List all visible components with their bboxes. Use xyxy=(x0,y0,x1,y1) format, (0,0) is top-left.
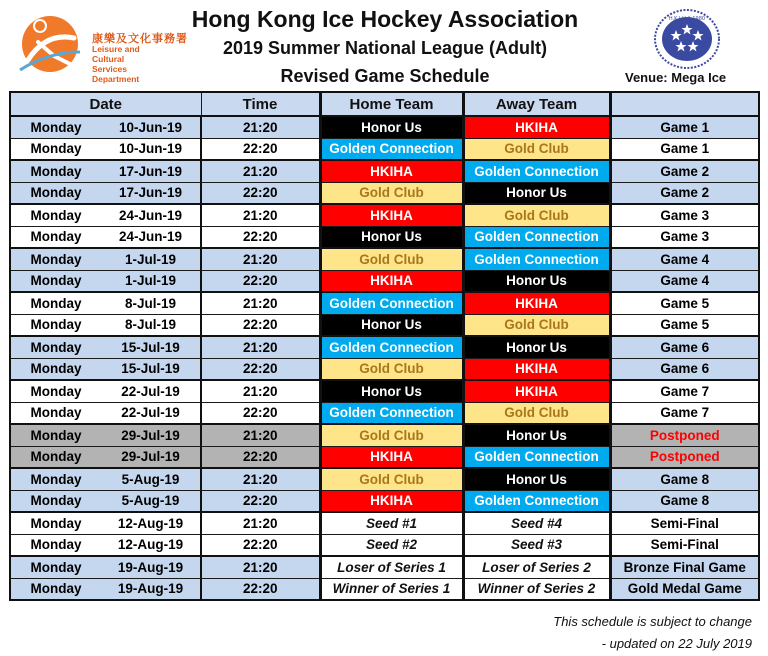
away-team-cell: Honor Us xyxy=(463,424,610,446)
day-cell: Monday xyxy=(10,512,101,534)
away-team-cell: Gold Club xyxy=(463,204,610,226)
home-team-cell: HKIHA xyxy=(320,204,463,226)
day-cell: Monday xyxy=(10,578,101,600)
table-row xyxy=(10,270,759,292)
game-cell: Game 1 xyxy=(610,116,759,138)
date-cell: 17-Jun-19 xyxy=(101,160,201,182)
date-cell: 5-Aug-19 xyxy=(101,468,201,490)
away-team-cell: HKIHA xyxy=(463,292,610,314)
home-team-cell: Golden Connection xyxy=(320,138,463,160)
update-note: - updated on 22 July 2019 xyxy=(601,636,752,651)
table-row xyxy=(10,160,759,182)
date-cell: 24-Jun-19 xyxy=(101,226,201,248)
away-team-cell: Seed #3 xyxy=(463,534,610,556)
time-cell: 21:20 xyxy=(201,512,320,534)
day-cell: Monday xyxy=(10,336,101,358)
time-cell: 22:20 xyxy=(201,138,320,160)
home-team-cell: Golden Connection xyxy=(320,292,463,314)
home-team-cell: Honor Us xyxy=(320,380,463,402)
time-cell: 22:20 xyxy=(201,446,320,468)
table-row xyxy=(10,248,759,270)
time-cell: 21:20 xyxy=(201,116,320,138)
home-team-cell: Gold Club xyxy=(320,182,463,204)
table-row xyxy=(10,292,759,314)
table-row xyxy=(10,402,759,424)
home-team-cell: Gold Club xyxy=(320,468,463,490)
away-team-cell: HKIHA xyxy=(463,380,610,402)
table-row xyxy=(10,534,759,556)
home-team-cell: HKIHA xyxy=(320,490,463,512)
column-header-date: Date xyxy=(10,92,201,116)
away-team-cell: HKIHA xyxy=(463,116,610,138)
lcsd-emblem-icon xyxy=(18,12,82,76)
lcsd-chinese-name: 康樂及文化事務署 xyxy=(92,33,188,45)
table-row xyxy=(10,226,759,248)
date-cell: 10-Jun-19 xyxy=(101,138,201,160)
game-cell: Game 7 xyxy=(610,380,759,402)
game-cell: Game 1 xyxy=(610,138,759,160)
date-cell: 5-Aug-19 xyxy=(101,490,201,512)
table-row xyxy=(10,314,759,336)
date-cell: 1-Jul-19 xyxy=(101,248,201,270)
table-row xyxy=(10,556,759,578)
home-team-cell: Seed #2 xyxy=(320,534,463,556)
schedule-body xyxy=(10,116,759,600)
column-header-away-team: Away Team xyxy=(463,92,610,116)
game-cell: Semi-Final xyxy=(610,512,759,534)
day-cell: Monday xyxy=(10,556,101,578)
table-row xyxy=(10,182,759,204)
away-team-cell: Loser of Series 2 xyxy=(463,556,610,578)
game-cell: Postponed xyxy=(610,446,759,468)
table-row xyxy=(10,490,759,512)
away-team-cell: Golden Connection xyxy=(463,248,610,270)
time-cell: 22:20 xyxy=(201,402,320,424)
time-cell: 21:20 xyxy=(201,292,320,314)
day-cell: Monday xyxy=(10,446,101,468)
time-cell: 22:20 xyxy=(201,358,320,380)
game-cell: Game 8 xyxy=(610,490,759,512)
date-cell: 19-Aug-19 xyxy=(101,578,201,600)
day-cell: Monday xyxy=(10,116,101,138)
day-cell: Monday xyxy=(10,534,101,556)
day-cell: Monday xyxy=(10,138,101,160)
game-cell: Postponed xyxy=(610,424,759,446)
table-row xyxy=(10,424,759,446)
schedule-title: Revised Game Schedule xyxy=(280,66,490,86)
table-row xyxy=(10,358,759,380)
away-team-cell: Honor Us xyxy=(463,182,610,204)
lcsd-english-name: Leisure and Cultural Services Department xyxy=(92,44,140,84)
column-header-home-team: Home Team xyxy=(320,92,463,116)
home-team-cell: Honor Us xyxy=(320,116,463,138)
away-team-cell: Gold Club xyxy=(463,138,610,160)
home-team-cell: Golden Connection xyxy=(320,336,463,358)
away-team-cell: Honor Us xyxy=(463,270,610,292)
league-subtitle: 2019 Summer National League (Adult) xyxy=(222,38,548,58)
day-cell: Monday xyxy=(10,424,101,446)
time-cell: 21:20 xyxy=(201,248,320,270)
table-row xyxy=(10,336,759,358)
time-cell: 22:20 xyxy=(201,314,320,336)
date-cell: 29-Jul-19 xyxy=(101,446,201,468)
away-team-cell: Gold Club xyxy=(463,314,610,336)
date-cell: 17-Jun-19 xyxy=(101,182,201,204)
day-cell: Monday xyxy=(10,204,101,226)
time-cell: 21:20 xyxy=(201,380,320,402)
away-team-cell: Honor Us xyxy=(463,336,610,358)
game-cell: Game 5 xyxy=(610,292,759,314)
home-team-cell: Gold Club xyxy=(320,248,463,270)
day-cell: Monday xyxy=(10,468,101,490)
time-cell: 21:20 xyxy=(201,556,320,578)
home-team-cell: HKIHA xyxy=(320,160,463,182)
game-cell: Gold Medal Game xyxy=(610,578,759,600)
venue-label: Venue: Mega Ice xyxy=(625,70,727,85)
date-cell: 12-Aug-19 xyxy=(101,534,201,556)
day-cell: Monday xyxy=(10,226,101,248)
away-team-cell: Honor Us xyxy=(463,468,610,490)
game-cell: Game 2 xyxy=(610,160,759,182)
away-team-cell: Golden Connection xyxy=(463,446,610,468)
table-row xyxy=(10,116,759,138)
day-cell: Monday xyxy=(10,292,101,314)
home-team-cell: Loser of Series 1 xyxy=(320,556,463,578)
game-cell: Semi-Final xyxy=(610,534,759,556)
time-cell: 22:20 xyxy=(201,270,320,292)
game-cell: Bronze Final Game xyxy=(610,556,759,578)
game-cell: Game 5 xyxy=(610,314,759,336)
time-cell: 21:20 xyxy=(201,336,320,358)
away-team-cell: Winner of Series 2 xyxy=(463,578,610,600)
date-cell: 29-Jul-19 xyxy=(101,424,201,446)
schedule-table xyxy=(9,91,760,601)
lcsd-logo xyxy=(12,8,188,84)
home-team-cell: HKIHA xyxy=(320,270,463,292)
day-cell: Monday xyxy=(10,270,101,292)
hkiha-seal-icon xyxy=(652,8,722,70)
game-cell: Game 4 xyxy=(610,270,759,292)
game-cell: Game 4 xyxy=(610,248,759,270)
day-cell: Monday xyxy=(10,402,101,424)
table-row xyxy=(10,512,759,534)
date-cell: 22-Jul-19 xyxy=(101,402,201,424)
day-cell: Monday xyxy=(10,490,101,512)
time-cell: 21:20 xyxy=(201,160,320,182)
day-cell: Monday xyxy=(10,358,101,380)
time-cell: 22:20 xyxy=(201,578,320,600)
away-team-cell: Gold Club xyxy=(463,402,610,424)
time-cell: 22:20 xyxy=(201,490,320,512)
game-cell: Game 2 xyxy=(610,182,759,204)
home-team-cell: HKIHA xyxy=(320,446,463,468)
game-cell: Game 6 xyxy=(610,358,759,380)
time-cell: 22:20 xyxy=(201,534,320,556)
time-cell: 22:20 xyxy=(201,182,320,204)
date-cell: 10-Jun-19 xyxy=(101,116,201,138)
table-row xyxy=(10,468,759,490)
schedule-note: This schedule is subject to change xyxy=(553,614,752,629)
seal-text: H.K.I.H.A 1980 xyxy=(668,16,706,22)
time-cell: 21:20 xyxy=(201,424,320,446)
date-cell: 8-Jul-19 xyxy=(101,314,201,336)
home-team-cell: Seed #1 xyxy=(320,512,463,534)
game-cell: Game 3 xyxy=(610,204,759,226)
away-team-cell: Golden Connection xyxy=(463,490,610,512)
day-cell: Monday xyxy=(10,248,101,270)
table-header-row xyxy=(10,92,759,116)
table-row xyxy=(10,204,759,226)
away-team-cell: Golden Connection xyxy=(463,160,610,182)
page-title: Hong Kong Ice Hockey Association xyxy=(191,6,579,32)
game-cell: Game 3 xyxy=(610,226,759,248)
date-cell: 1-Jul-19 xyxy=(101,270,201,292)
date-cell: 12-Aug-19 xyxy=(101,512,201,534)
table-row xyxy=(10,578,759,600)
home-team-cell: Winner of Series 1 xyxy=(320,578,463,600)
home-team-cell: Gold Club xyxy=(320,358,463,380)
game-cell: Game 7 xyxy=(610,402,759,424)
away-team-cell: Golden Connection xyxy=(463,226,610,248)
time-cell: 21:20 xyxy=(201,204,320,226)
table-row xyxy=(10,446,759,468)
table-row xyxy=(10,380,759,402)
day-cell: Monday xyxy=(10,380,101,402)
game-cell: Game 8 xyxy=(610,468,759,490)
date-cell: 24-Jun-19 xyxy=(101,204,201,226)
date-cell: 22-Jul-19 xyxy=(101,380,201,402)
home-team-cell: Golden Connection xyxy=(320,402,463,424)
day-cell: Monday xyxy=(10,314,101,336)
column-header-time: Time xyxy=(201,92,320,116)
home-team-cell: Gold Club xyxy=(320,424,463,446)
table-row xyxy=(10,138,759,160)
home-team-cell: Honor Us xyxy=(320,314,463,336)
time-cell: 21:20 xyxy=(201,468,320,490)
date-cell: 19-Aug-19 xyxy=(101,556,201,578)
date-cell: 15-Jul-19 xyxy=(101,336,201,358)
day-cell: Monday xyxy=(10,160,101,182)
away-team-cell: Seed #4 xyxy=(463,512,610,534)
away-team-cell: HKIHA xyxy=(463,358,610,380)
home-team-cell: Honor Us xyxy=(320,226,463,248)
date-cell: 15-Jul-19 xyxy=(101,358,201,380)
column-header-game xyxy=(610,92,759,116)
time-cell: 22:20 xyxy=(201,226,320,248)
game-cell: Game 6 xyxy=(610,336,759,358)
day-cell: Monday xyxy=(10,182,101,204)
date-cell: 8-Jul-19 xyxy=(101,292,201,314)
